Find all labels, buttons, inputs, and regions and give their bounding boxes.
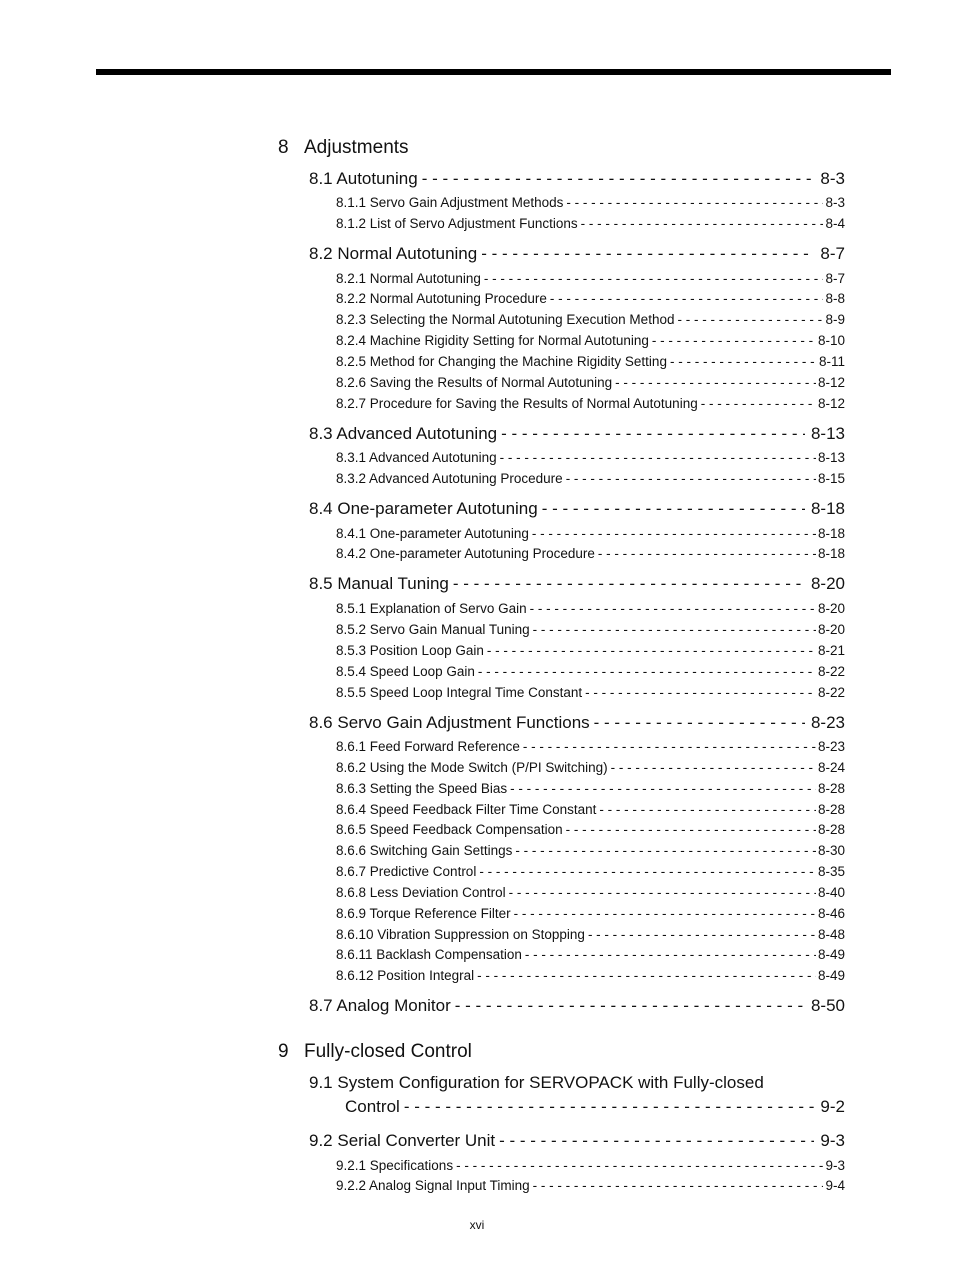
dot-leader (611, 760, 816, 775)
section-title: 8.2 Normal Autotuning (309, 244, 478, 263)
dot-leader (500, 450, 816, 465)
subsection-title: 8.6.11 Backlash Compensation (336, 947, 522, 962)
page-number: 8-3 (820, 169, 845, 188)
page-number: 8-18 (810, 499, 845, 518)
subsection-title: 8.2.4 Machine Rigidity Setting for Normal Autotuning (336, 333, 649, 348)
dot-leader (481, 244, 814, 264)
page-number: 8-21 (817, 643, 845, 658)
dot-leader (510, 781, 816, 796)
page-number: 8-40 (817, 885, 845, 900)
toc-section[interactable] (309, 244, 845, 266)
section-title: 8.1 Autotuning (309, 169, 418, 188)
dot-leader (677, 312, 823, 327)
dot-leader (598, 546, 816, 561)
toc-subsection[interactable] (336, 312, 845, 330)
toc-subsection[interactable] (336, 471, 845, 489)
toc-section[interactable] (309, 499, 845, 521)
dot-leader (514, 906, 816, 921)
subsection-title: 8.6.7 Predictive Control (336, 864, 477, 879)
page-number: 9-3 (820, 1131, 845, 1150)
section-title: 9.2 Serial Converter Unit (309, 1131, 496, 1150)
page-number: 8-22 (817, 685, 845, 700)
dot-leader (532, 526, 816, 541)
toc-subsection[interactable] (336, 739, 845, 757)
subsection-title: 9.2.2 Analog Signal Input Timing (336, 1178, 530, 1193)
subsection-title: 8.2.1 Normal Autotuning (336, 271, 481, 286)
page-number: 8-49 (817, 968, 845, 983)
subsection-title: 8.3.2 Advanced Autotuning Procedure (336, 471, 563, 486)
page-number: 8-8 (825, 291, 845, 306)
subsection-title: 8.5.5 Speed Loop Integral Time Constant (336, 685, 583, 700)
toc-subsection[interactable] (336, 864, 845, 882)
toc-section[interactable] (309, 996, 845, 1018)
subsection-title: 8.6.10 Vibration Suppression on Stopping (336, 927, 585, 942)
toc-subsection[interactable] (336, 526, 845, 544)
toc-subsection[interactable] (336, 1158, 845, 1176)
toc-subsection[interactable] (336, 822, 845, 840)
dot-leader (478, 664, 816, 679)
subsection-title: 8.6.2 Using the Mode Switch (P/PI Switching) (336, 760, 608, 775)
toc-subsection[interactable] (336, 885, 845, 903)
dot-leader (533, 622, 816, 637)
page-number: 9-2 (820, 1097, 845, 1116)
chapter-number: 9 (278, 1041, 289, 1062)
subsection-title: 8.6.9 Torque Reference Filter (336, 906, 511, 921)
toc-subsection[interactable] (336, 375, 845, 393)
subsection-title: 8.5.4 Speed Loop Gain (336, 664, 475, 679)
chapter-heading (278, 137, 409, 159)
toc-subsection[interactable] (336, 664, 845, 682)
page-number: 9-3 (825, 1158, 845, 1173)
dot-leader (550, 291, 824, 306)
toc-subsection[interactable] (336, 354, 845, 372)
dot-leader (484, 271, 824, 286)
toc-section[interactable] (309, 424, 845, 446)
dot-leader (533, 1178, 824, 1193)
toc-subsection[interactable] (336, 843, 845, 861)
page-number: 8-18 (817, 526, 845, 541)
dot-leader (566, 195, 823, 210)
dot-leader (515, 843, 816, 858)
subsection-title: 8.1.2 List of Servo Adjustment Functions (336, 216, 578, 231)
page-number: 8-28 (817, 822, 845, 837)
toc-subsection[interactable] (336, 291, 845, 309)
subsection-title: 8.6.6 Switching Gain Settings (336, 843, 513, 858)
page-number: 8-46 (817, 906, 845, 921)
page-number: 8-24 (817, 760, 845, 775)
page-number: 8-3 (825, 195, 845, 210)
section-title-continued: Control (345, 1097, 400, 1116)
dot-leader (615, 375, 816, 390)
toc-section-line1[interactable] (309, 1073, 764, 1093)
page-number: 8-49 (817, 947, 845, 962)
page-number: 8-48 (817, 927, 845, 942)
page-number: 8-28 (817, 781, 845, 796)
toc-section[interactable] (309, 1131, 845, 1153)
section-title: 8.5 Manual Tuning (309, 574, 449, 593)
page-number: 8-20 (817, 601, 845, 616)
toc-subsection[interactable] (336, 781, 845, 799)
page-number: 8-13 (817, 450, 845, 465)
dot-leader (566, 822, 816, 837)
dot-leader (701, 396, 816, 411)
page-number: 8-7 (825, 271, 845, 286)
toc-subsection[interactable] (336, 760, 845, 778)
page-number: 8-23 (810, 713, 845, 732)
dot-leader (585, 685, 816, 700)
page-number: 8-10 (817, 333, 845, 348)
subsection-title: 8.2.5 Method for Changing the Machine Rigidity Setting (336, 354, 667, 369)
toc-section[interactable] (345, 1097, 845, 1119)
subsection-title: 8.5.2 Servo Gain Manual Tuning (336, 622, 530, 637)
page-number: 8-4 (825, 216, 845, 231)
toc-subsection[interactable] (336, 195, 845, 213)
subsection-title: 8.2.7 Procedure for Saving the Results of Normal Autotuning (336, 396, 698, 411)
toc-subsection[interactable] (336, 968, 845, 986)
toc-section[interactable] (309, 169, 845, 191)
toc-subsection[interactable] (336, 643, 845, 661)
dot-leader (501, 424, 805, 444)
page-number: 8-30 (817, 843, 845, 858)
toc-subsection[interactable] (336, 685, 845, 703)
toc-subsection[interactable] (336, 271, 845, 289)
page-number: 8-20 (817, 622, 845, 637)
page-number: 8-12 (817, 396, 845, 411)
section-title: 8.4 One-parameter Autotuning (309, 499, 538, 518)
dot-leader (499, 1131, 814, 1151)
subsection-title: 8.3.1 Advanced Autotuning (336, 450, 497, 465)
page-number: 8-18 (817, 546, 845, 561)
toc-subsection[interactable] (336, 333, 845, 351)
dot-leader (477, 968, 816, 983)
toc-subsection[interactable] (336, 396, 845, 414)
header-rule (96, 69, 891, 75)
subsection-title: 8.6.1 Feed Forward Reference (336, 739, 520, 754)
dot-leader (422, 169, 815, 189)
page-number: 8-9 (825, 312, 845, 327)
subsection-title: 8.4.1 One-parameter Autotuning (336, 526, 529, 541)
dot-leader (581, 216, 824, 231)
dot-leader (404, 1097, 815, 1117)
toc-section[interactable] (309, 713, 845, 735)
dot-leader (599, 802, 816, 817)
dot-leader (530, 601, 816, 616)
section-title: 8.3 Advanced Autotuning (309, 424, 498, 443)
toc-subsection[interactable] (336, 906, 845, 924)
dot-leader (453, 574, 805, 594)
dot-leader (594, 713, 805, 733)
subsection-title: 8.2.2 Normal Autotuning Procedure (336, 291, 547, 306)
section-title: 9.1 System Configuration for SERVOPACK with Fully-closed (309, 1073, 764, 1092)
subsection-title: 8.2.6 Saving the Results of Normal Autotuning (336, 375, 613, 390)
dot-leader (542, 499, 805, 519)
toc-subsection[interactable] (336, 546, 845, 564)
subsection-title: 8.6.5 Speed Feedback Compensation (336, 822, 563, 837)
page-number: 8-20 (810, 574, 845, 593)
dot-leader (509, 885, 816, 900)
page-number: 8-7 (820, 244, 845, 263)
chapter-heading (278, 1041, 472, 1063)
toc-subsection[interactable] (336, 601, 845, 619)
page-number: 8-50 (810, 996, 845, 1015)
subsection-title: 8.6.3 Setting the Speed Bias (336, 781, 508, 796)
page-number: 8-28 (817, 802, 845, 817)
page-number: 8-15 (817, 471, 845, 486)
dot-leader (670, 354, 817, 369)
chapter-title: Fully-closed Control (304, 1041, 472, 1062)
dot-leader (525, 947, 816, 962)
subsection-title: 8.6.4 Speed Feedback Filter Time Constant (336, 802, 597, 817)
dot-leader (455, 996, 805, 1016)
subsection-title: 8.6.12 Position Integral (336, 968, 475, 983)
dot-leader (479, 864, 816, 879)
toc-subsection[interactable] (336, 450, 845, 468)
subsection-title: 8.6.8 Less Deviation Control (336, 885, 506, 900)
toc-subsection[interactable] (336, 927, 845, 945)
subsection-title: 8.5.1 Explanation of Servo Gain (336, 601, 527, 616)
toc-subsection[interactable] (336, 216, 845, 234)
page-number: 9-4 (825, 1178, 845, 1193)
toc-section[interactable] (309, 574, 845, 596)
dot-leader (487, 643, 816, 658)
toc-subsection[interactable] (336, 802, 845, 820)
dot-leader (588, 927, 816, 942)
section-title: 8.6 Servo Gain Adjustment Functions (309, 713, 590, 732)
page-number: 8-11 (818, 354, 845, 369)
subsection-title: 8.4.2 One-parameter Autotuning Procedure (336, 546, 595, 561)
section-title: 8.7 Analog Monitor (309, 996, 451, 1015)
toc-subsection[interactable] (336, 1178, 845, 1196)
toc-subsection[interactable] (336, 947, 845, 965)
page-number: 8-35 (817, 864, 845, 879)
page-footer-number: xvi (469, 1218, 485, 1232)
subsection-title: 8.2.3 Selecting the Normal Autotuning Execution Method (336, 312, 675, 327)
chapter-number: 8 (278, 137, 289, 158)
page-number: 8-22 (817, 664, 845, 679)
chapter-title: Adjustments (304, 137, 409, 158)
subsection-title: 8.5.3 Position Loop Gain (336, 643, 484, 658)
subsection-title: 8.1.1 Servo Gain Adjustment Methods (336, 195, 564, 210)
page-number: 8-23 (817, 739, 845, 754)
dot-leader (652, 333, 816, 348)
dot-leader (523, 739, 816, 754)
page-number: 8-12 (817, 375, 845, 390)
toc-subsection[interactable] (336, 622, 845, 640)
subsection-title: 9.2.1 Specifications (336, 1158, 454, 1173)
dot-leader (456, 1158, 823, 1173)
page-number: 8-13 (810, 424, 845, 443)
dot-leader (566, 471, 816, 486)
